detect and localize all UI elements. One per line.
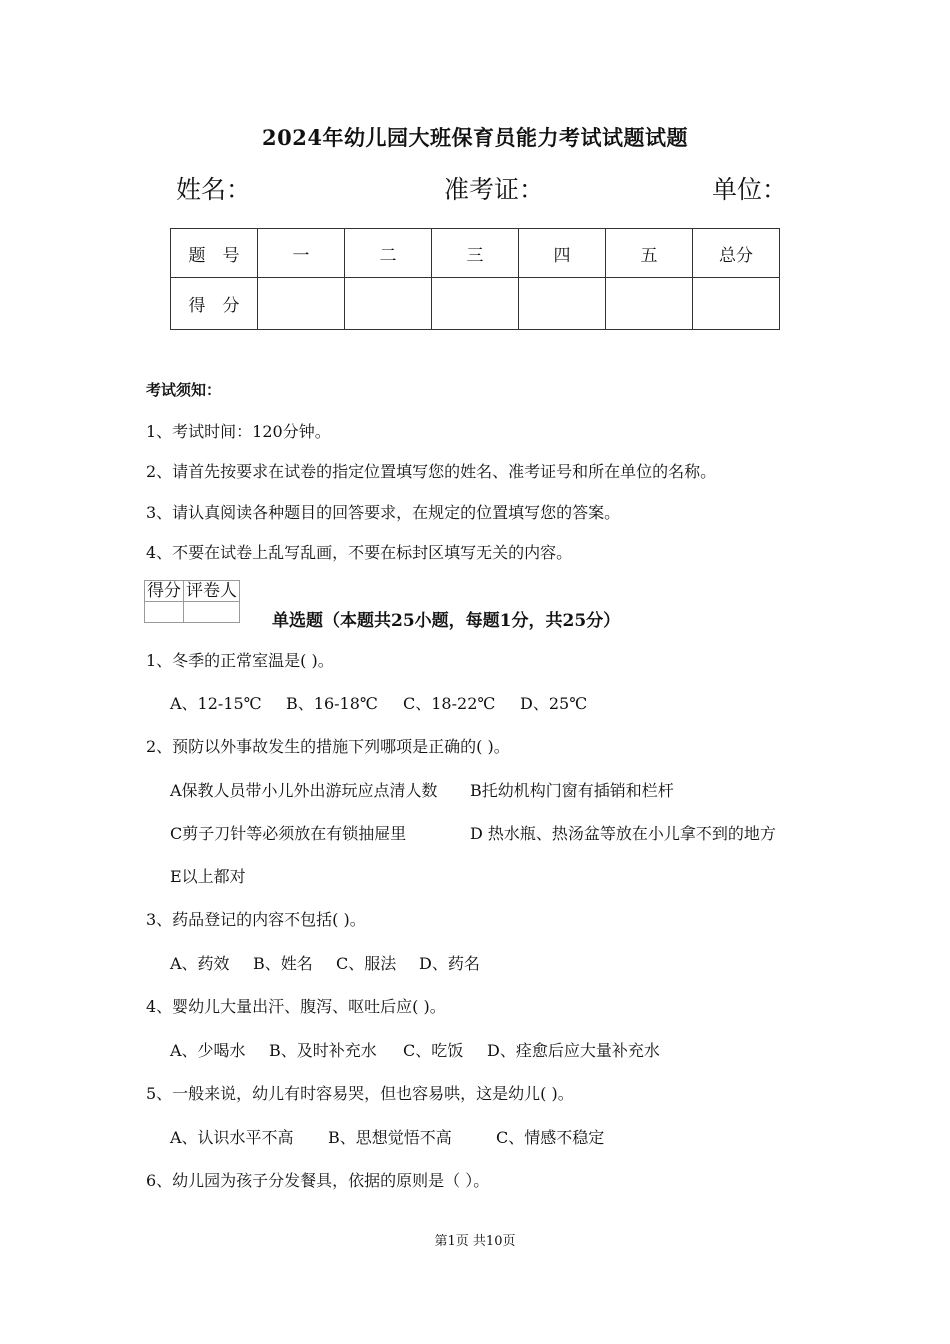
score-header-cell: 一 <box>258 229 345 278</box>
score-entry-cell[interactable] <box>519 278 606 330</box>
score-entry-cell[interactable] <box>606 278 693 330</box>
score-entry-cell[interactable] <box>258 278 345 330</box>
score-header-cell: 三 <box>432 229 519 278</box>
score-entry-cell[interactable] <box>693 278 780 330</box>
score-entry-cell[interactable] <box>432 278 519 330</box>
notice-item: 2、请首先按要求在试卷的指定位置填写您的姓名、准考证号和所在单位的名称。 <box>146 462 717 481</box>
answer-option[interactable]: C、吃饭 <box>403 1041 464 1060</box>
score-header-cell: 题 号 <box>171 229 258 278</box>
notice-title: 考试须知： <box>146 381 222 399</box>
grader-name-cell[interactable] <box>184 602 240 623</box>
answer-option[interactable]: B、16-18℃ <box>286 694 378 713</box>
answer-option[interactable]: A保教人员带小儿外出游玩应点清人数 <box>170 781 438 800</box>
grader-score-cell[interactable] <box>145 602 184 623</box>
question-stem: 6、幼儿园为孩子分发餐具，依据的原则是（ ）。 <box>146 1171 490 1190</box>
answer-option[interactable]: D 热水瓶、热汤盆等放在小儿拿不到的地方 <box>470 824 776 843</box>
grader-box <box>144 580 240 623</box>
answer-option[interactable]: B、姓名 <box>253 954 313 973</box>
section-heading: 单选题（本题共25小题，每题1分，共25分） <box>272 611 621 631</box>
score-table-header-row <box>171 229 780 278</box>
answer-option[interactable]: E以上都对 <box>170 867 246 886</box>
answer-option[interactable]: D、痊愈后应大量补充水 <box>487 1041 660 1060</box>
answer-option[interactable]: C、服法 <box>336 954 397 973</box>
answer-option[interactable]: D、药名 <box>419 954 480 973</box>
notice-item: 4、不要在试卷上乱写乱画，不要在标封区填写无关的内容。 <box>146 543 573 562</box>
answer-option[interactable]: A、12-15℃ <box>170 694 262 713</box>
page-footer: 第1页 共10页 <box>434 1234 516 1249</box>
score-header-cell: 二 <box>345 229 432 278</box>
answer-option[interactable]: B托幼机构门窗有插销和栏杆 <box>470 781 674 800</box>
unit-label: 单位： <box>712 175 788 204</box>
score-table-score-row <box>171 278 780 330</box>
score-header-cell: 总分 <box>693 229 780 278</box>
notice-item: 1、考试时间：120分钟。 <box>146 422 331 441</box>
score-table <box>170 228 780 330</box>
answer-option[interactable]: D、25℃ <box>520 694 588 713</box>
answer-option[interactable]: C剪子刀针等必须放在有锁抽屉里 <box>170 824 407 843</box>
grader-name-label: 评卷人 <box>184 581 240 602</box>
score-entry-cell[interactable] <box>345 278 432 330</box>
score-header-cell: 五 <box>606 229 693 278</box>
question-stem: 2、预防以外事故发生的措施下列哪项是正确的( )。 <box>146 737 510 756</box>
score-row-label: 得 分 <box>171 278 258 330</box>
question-stem: 5、一般来说，幼儿有时容易哭，但也容易哄，这是幼儿( )。 <box>146 1084 574 1103</box>
answer-option[interactable]: B、思想觉悟不高 <box>328 1128 452 1147</box>
answer-option[interactable]: C、情感不稳定 <box>496 1128 605 1147</box>
answer-option[interactable]: A、少喝水 <box>170 1041 246 1060</box>
question-stem: 1、冬季的正常室温是( )。 <box>146 651 334 670</box>
notice-item: 3、请认真阅读各种题目的回答要求，在规定的位置填写您的答案。 <box>146 503 621 522</box>
name-label: 姓名： <box>176 175 252 204</box>
exam-number-label: 准考证： <box>444 175 545 204</box>
question-stem: 4、婴幼儿大量出汗、腹泻、呕吐后应( )。 <box>146 997 446 1016</box>
score-header-cell: 四 <box>519 229 606 278</box>
answer-option[interactable]: A、药效 <box>170 954 230 973</box>
answer-option[interactable]: C、18-22℃ <box>403 694 496 713</box>
question-stem: 3、药品登记的内容不包括( )。 <box>146 910 366 929</box>
answer-option[interactable]: B、及时补充水 <box>269 1041 377 1060</box>
answer-option[interactable]: A、认识水平不高 <box>170 1128 294 1147</box>
grader-score-label: 得分 <box>145 581 184 602</box>
page-title: 2024年幼儿园大班保育员能力考试试题试题 <box>262 125 688 150</box>
